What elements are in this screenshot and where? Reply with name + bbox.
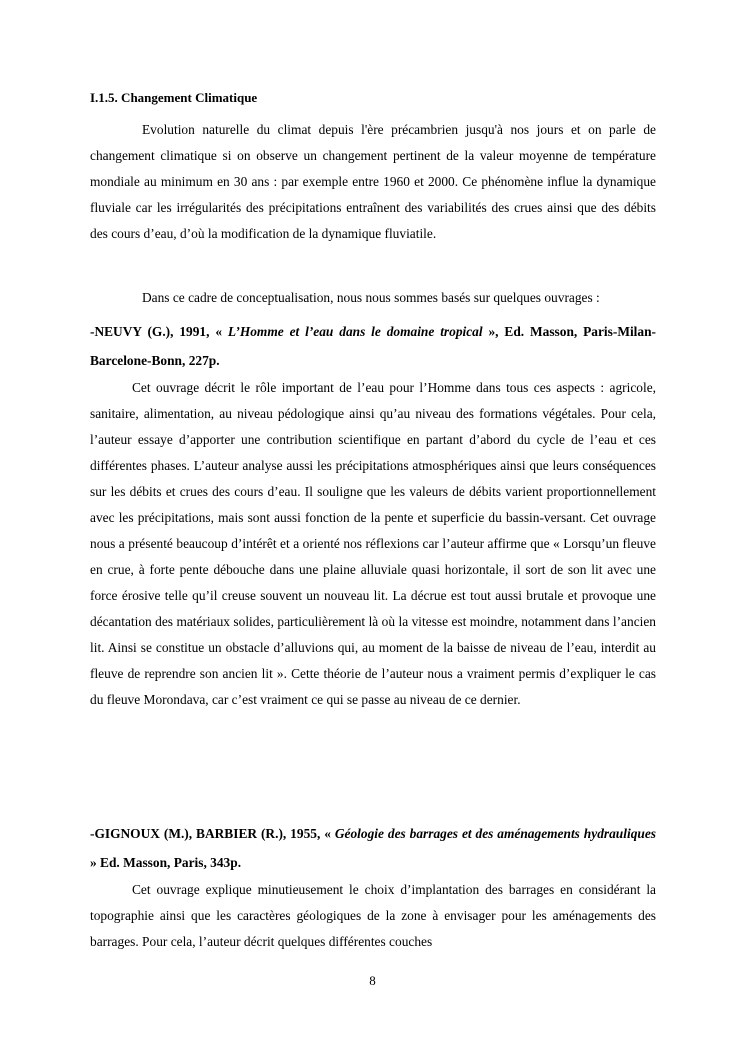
reference-summary-neuvy: Cet ouvrage décrit le rôle important de l’eau pour l’Homme dans tous ces aspects : agricole, sanitaire, alimentation, au niveau pédologique ainsi qu’au niveau des formations végétales. Pour cela, l’auteur essaye d’apporter une contribution scientifique en partant d’abord du cycle de l’eau et ces différentes phases. L’auteur analyse aussi les précipitations atmosphériques ainsi que leurs conséquences sur les débits et crues des cours d’eau. Il souligne que les valeurs de débits varient proportionnellement avec les précipitations, mais sont aussi fonction de la pente et superficie du bassin-versant. Cet ouvrage nous a présenté beaucoup d’intérêt et a orienté nos réflexions car l’auteur affirme que « Lorsqu’un fleuve en crue, à forte pente débouche dans une plaine alluviale quasi horizontale, il sort de son lit avec une force érosive telle qu’il creuse souvent un nouveau lit. La décrue est tout aussi brutale et provoque une décantation des matériaux solides, particulièrement là où la vitesse est moindre, notamment dans l’ancien lit. Ainsi se constitue un obstacle d’alluvions qui, au moment de la baisse de niveau de l’eau, interdit au fleuve de reprendre son ancien lit ». Cette théorie de l’auteur nous a vraiment permis d’expliquer le cas du fleuve Morondava, car c’est vraiment ce qui se passe au niveau de ce dernier. [90,380,656,707]
reference-lead: -GIGNOUX (M.), BARBIER (R.), 1955, « [90,826,335,841]
reference-neuvy [90,318,656,375]
reference-tail: » Ed. Masson, Paris, 343p. [90,854,242,870]
section-title: I.1.5. Changement Climatique [90,90,258,105]
reference-title: L’Homme et l’eau dans le domaine tropical [227,324,483,339]
reference-summary-gignoux: Cet ouvrage explique minutieusement le choix d’implantation des barrages en considérant la topographie ainsi que les caractères géologiques de la zone à envisager pour les aménagements des barrages. Pour cela, l’auteur décrit quelques différentes couches [90,882,656,949]
reference-lead: -NEUVY (G.), 1991, « [90,324,228,339]
reference-title: Géologie des barrages et des aménagements hydrauliques [334,826,656,841]
intro-paragraph: Evolution naturelle du climat depuis l'ère précambrien jusqu'à nos jours et on parle de changement climatique si on observe un changement pertinent de la valeur moyenne de température mondiale au minimum en 30 ans : par exemple entre 1960 et 2000. Ce phénomène influe la dynamique fluviale car les irrégularités des précipitations entraînent des variabilités des crues ainsi que des débits des cours d’eau, d’où la modification de la dynamique fluviatile. [90,122,656,241]
framework-sentence: Dans ce cadre de conceptualisation, nous nous sommes basés sur quelques ouvrages : [142,290,600,305]
page-number: 8 [369,973,376,988]
reference-gignoux [90,820,656,877]
reference-tail: », Ed. Masson, Paris-Milan-Barcelone-Bonn, 227p. [90,324,657,368]
